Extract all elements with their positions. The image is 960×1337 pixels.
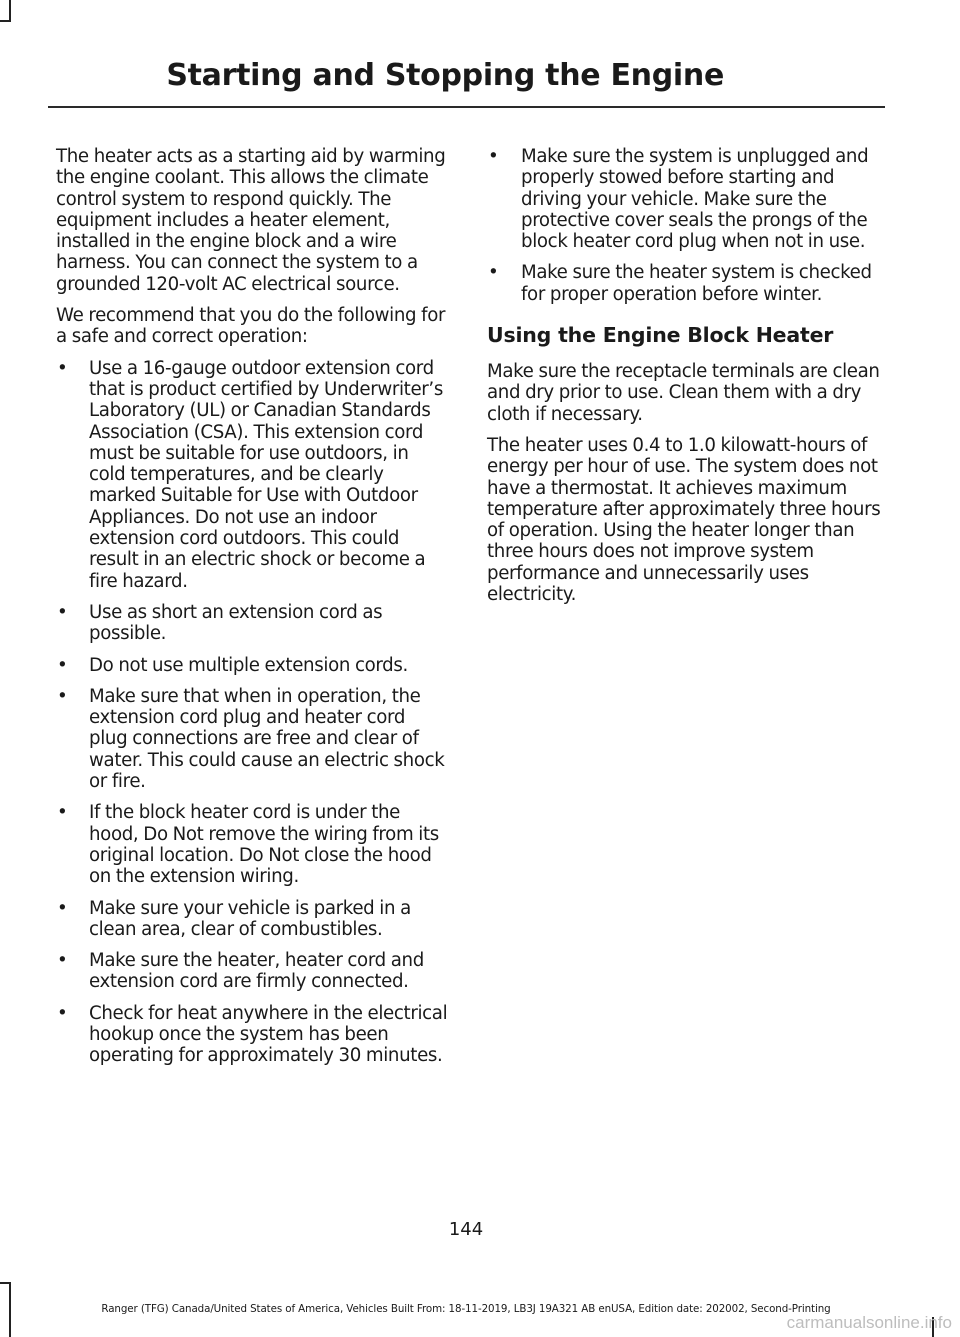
list-item-text: Check for heat anywhere in the electrical hookup once the system has been operating for approximately 30 minutes.: [89, 1002, 448, 1067]
list-item-text: Make sure that when in operation, the extension cord plug and heater cord plug connections are free and clear of water. This could cause an electric shock or fire.: [89, 685, 445, 793]
list-item: [56, 686, 448, 792]
footer-text: Ranger (TFG) Canada/United States of America, Vehicles Built From: 18-11-2019, LB3J 19A321 AB enUSA, Edition date: 202002, Second-Printing: [101, 1303, 831, 1315]
paragraph: We recommend that you do the following for a safe and correct operation:: [56, 305, 446, 348]
bullet-icon: •: [57, 802, 68, 824]
list-item-text: If the block heater cord is under the hood, Do Not remove the wiring from its original location. Do Not close the hood on the extension wiring.: [89, 802, 439, 888]
bullet-icon: •: [57, 950, 68, 972]
bullet-icon: •: [57, 357, 68, 379]
list-item: [56, 358, 448, 592]
list-item: [56, 655, 448, 676]
bullet-icon: •: [57, 1002, 68, 1024]
list-item-text: Use a 16-gauge outdoor extension cord that is product certified by Underwriter’s Laboratory (UL) or Canadian Standards Association (CSA). This extension cord must be suitable for use outdoors, in cold temperatures, and be clearly marked Suitable for Use with Outdoor Appliances. Do not use an indoor extension cord outdoors. This could result in an electric shock or become a fire hazard.: [89, 357, 443, 592]
section-heading: Using the Engine Block Heater: [487, 323, 834, 348]
crop-mark-bottom-left-horizontal: [0, 1282, 11, 1284]
list-item-text: Use as short an extension cord as possible.: [89, 601, 383, 645]
bullet-list: [487, 146, 882, 305]
bullet-list: [56, 358, 448, 1067]
bullet-icon: •: [57, 654, 68, 676]
list-item-text: Make sure the system is unplugged and properly stowed before starting and driving your vehicle. Make sure the protective cover seals the prongs of the block heater cord plug when not in use.: [521, 146, 869, 253]
right-column: [487, 146, 882, 615]
list-item-text: Make sure the heater, heater cord and extension cord are firmly connected.: [89, 950, 424, 993]
bullet-icon: •: [57, 601, 68, 623]
paragraph: The heater acts as a starting aid by warming the engine coolant. This allows the climate control system to respond quickly. The equipment includes a heater element, installed in the engine block and a wire harness. You can connect the system to a grounded 120-volt AC electrical source.: [56, 146, 446, 295]
list-item: [56, 802, 448, 887]
list-item: [487, 146, 882, 252]
bullet-icon: •: [488, 262, 499, 284]
crop-mark-top-left-horizontal: [0, 20, 11, 22]
list-item: [56, 950, 448, 993]
left-column: [56, 146, 448, 1077]
list-item: [487, 262, 882, 305]
crop-mark-top-left-vertical: [9, 0, 11, 20]
list-item-text: Make sure your vehicle is parked in a clean area, clear of combustibles.: [89, 897, 411, 940]
header-divider: [48, 106, 885, 108]
list-item: [56, 1003, 448, 1067]
paragraph: Make sure the receptacle terminals are clean and dry prior to use. Clean them with a dry cloth if necessary.: [487, 361, 880, 425]
paragraph: The heater uses 0.4 to 1.0 kilowatt-hours of energy per hour of use. The system does not have a thermostat. It achieves maximum temperature after approximately three hours of operation. Using the heater longer than three hours does not improve system performance and unnecessarily uses electricity.: [487, 434, 881, 606]
bullet-icon: •: [57, 685, 68, 707]
bullet-icon: •: [488, 146, 499, 167]
list-item-text: Do not use multiple extension cords.: [89, 654, 408, 676]
watermark: carmanualsonline.info: [786, 1313, 952, 1332]
page-title: Starting and Stopping the Engine: [166, 58, 724, 93]
list-item-text: Make sure the heater system is checked for proper operation before winter.: [521, 262, 872, 305]
list-item: [56, 898, 448, 941]
list-item: [56, 602, 448, 645]
page-number: 144: [448, 1219, 484, 1240]
bullet-icon: •: [57, 897, 68, 919]
